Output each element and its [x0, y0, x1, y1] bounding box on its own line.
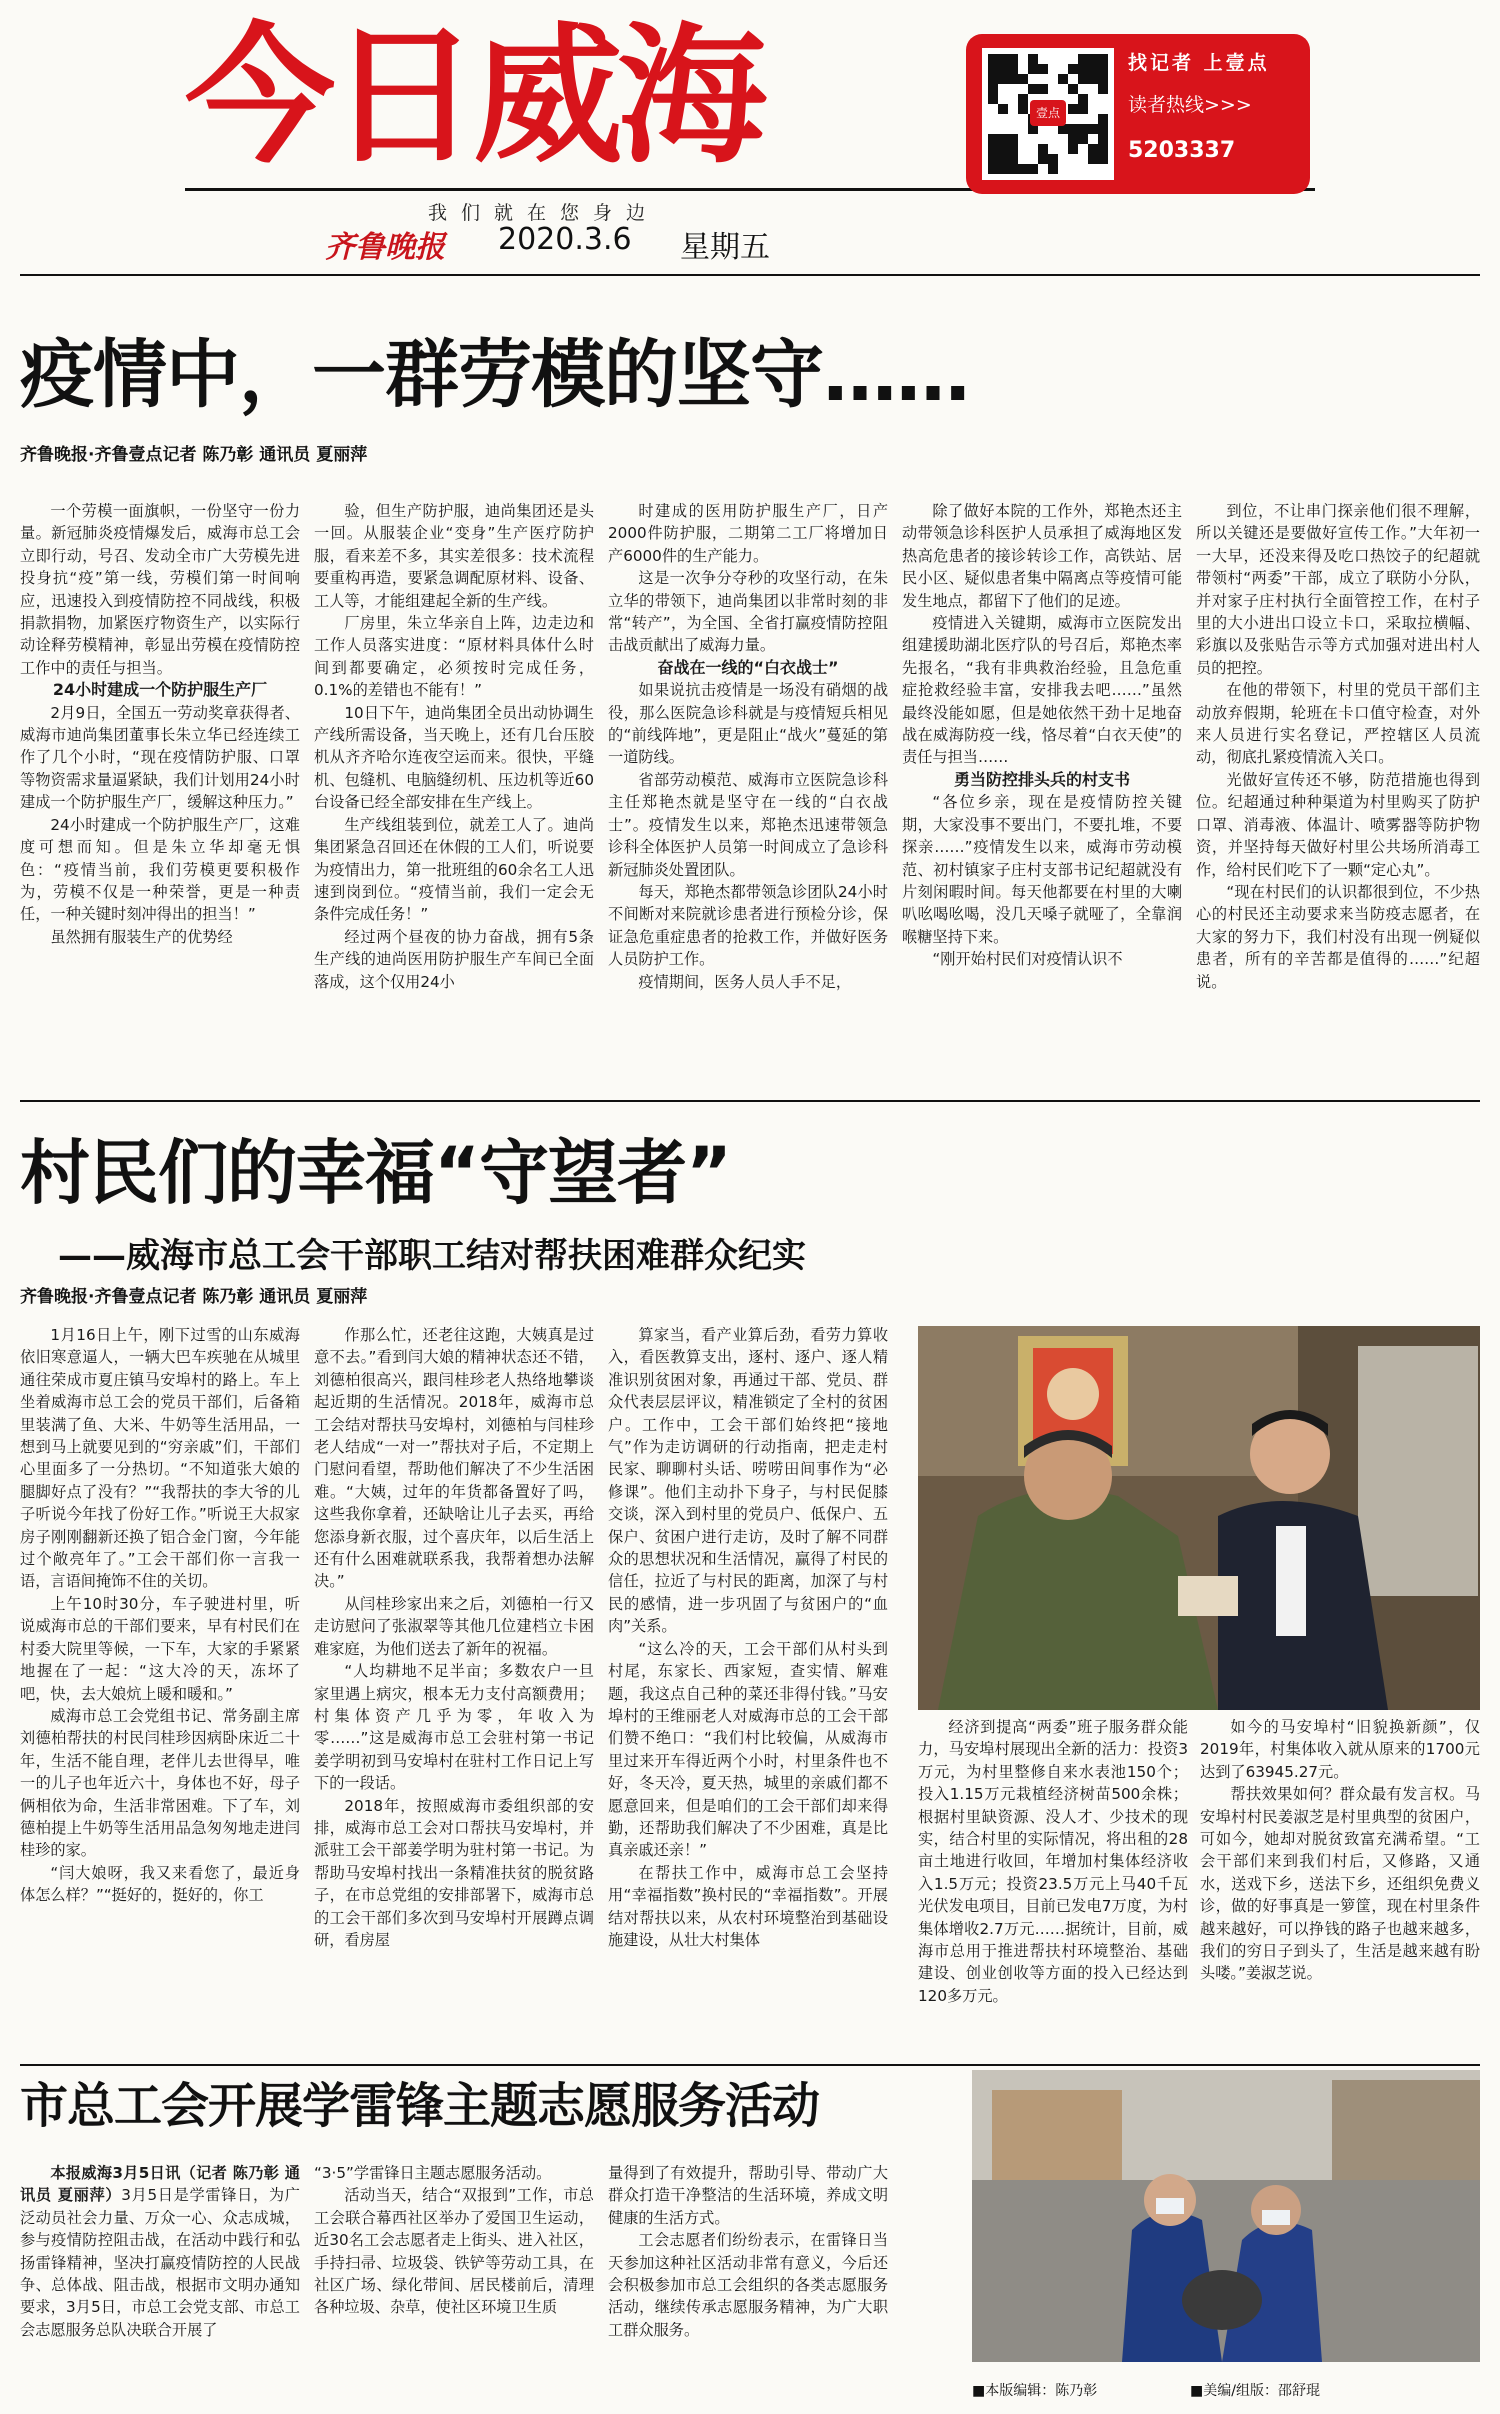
paragraph-text: 2018年，按照威海市委组织部的安排，威海市总工会对口帮扶马安埠村，并派驻工会干部姜学明为驻村第一书记。为帮助马安埠村找出一条精准扶贫的脱贫路子，在市总党组的安排部署下，威海市总的工会干部们多次到马安埠村开展蹲点调研，看房屋 — [314, 1796, 594, 1949]
contact-slogan: 找记者 上壹点 — [1128, 52, 1270, 74]
paragraph — [20, 926, 300, 948]
paragraph-text: 验，但生产防护服，迪尚集团还是头一回。从服装企业“变身”生产医疗防护服，看来差不多，其实差很多：技术流程要重构再造，要紧急调配原材料、设备、工人等，才能组建起全新的生产线。 — [314, 502, 594, 610]
qr-module — [1008, 134, 1018, 144]
paragraph — [314, 1324, 594, 1593]
qr-module — [998, 154, 1008, 164]
photo-volunteers-image — [972, 2070, 1480, 2362]
qr-module — [988, 154, 998, 164]
qr-module — [1068, 64, 1078, 74]
qr-module — [998, 54, 1008, 64]
article1-column-1 — [20, 500, 300, 1084]
qr-module — [1098, 54, 1108, 64]
qr-module — [1098, 134, 1108, 144]
qr-module — [1078, 104, 1088, 114]
qr-module — [1068, 104, 1078, 114]
qr-module — [988, 94, 998, 104]
paragraph-text: “各位乡亲，现在是疫情防控关键期，大家没事不要出门，不要扎堆，不要探亲……”疫情发生以来，威海市劳动模范、初村镇家子庄村支部书记纪超就没有片刻闲暇时间。每天他都要在村里的大喇叭吆喝吆喝，没几天嗓子就哑了，全靠润喉糖坚持下来。 — [902, 793, 1182, 946]
article3-column-3 — [608, 2162, 888, 2362]
qr-module — [998, 144, 1008, 154]
paragraph — [314, 1593, 594, 1660]
dateline: 本报威海3月5日讯（记者 陈乃彰 通讯员 夏丽萍） — [20, 2164, 300, 2205]
qr-module — [988, 74, 998, 84]
qr-module — [1098, 84, 1108, 94]
paragraph-text: 上午10时30分，车子驶进村里，听说威海市总的干部们要来，早有村民们在村委大院里等候，一下车，大家的手紧紧地握在了一起：“这大冷的天，冻坏了吧，快，去大娘炕上暖和暖和。” — [20, 1594, 300, 1703]
qr-module — [1078, 94, 1088, 104]
qr-module — [1018, 104, 1028, 114]
paragraph — [20, 500, 300, 679]
paragraph-text: “刚开始村民们对疫情认识不 — [932, 950, 1123, 969]
qr-module — [1078, 64, 1088, 74]
paragraph — [902, 612, 1182, 769]
paragraph-text: 经过两个昼夜的协力奋战，拥有5条生产线的迪尚医用防护服生产车间已全面落成，这个仅用24小 — [314, 927, 594, 991]
paragraph-text: “闫大娘呀，我又来看您了，最近身体怎么样？”“挺好的，挺好的，你工 — [20, 1863, 300, 1905]
qr-module — [1068, 144, 1078, 154]
paragraph — [1200, 1783, 1480, 1985]
paragraph-text: 工会志愿者们纷纷表示，在雷锋日当天参加这种社区活动非常有意义，今后还会积极参加市总工会组织的各类志愿服务活动，继续传承志愿服务精神，为广大职工群众服务。 — [608, 2231, 888, 2339]
subheading: 勇当防控排头兵的村支书 — [953, 769, 1130, 789]
qr-module — [1098, 144, 1108, 154]
article3-headline: 市总工会开展学雷锋主题志愿服务活动 — [20, 2078, 820, 2134]
issue-date: 2020.3.6 — [498, 222, 632, 257]
qr-module — [1068, 124, 1078, 134]
qr-module — [998, 74, 1008, 84]
paragraph-text: 24小时建成一个防护服生产厂，这难度可想而知。但是朱立华却毫无惧色：“疫情当前，我们劳模更要积极作为，劳模不仅是一种荣誉，更是一种责任，一种关键时刻冲得出的担当！” — [20, 815, 300, 924]
qr-module — [1088, 124, 1098, 134]
article2-column-2 — [314, 1324, 594, 2052]
qr-module — [988, 144, 998, 154]
qr-module — [1028, 84, 1038, 94]
hotline-label: 读者热线>>> — [1128, 94, 1252, 116]
paragraph — [20, 1324, 300, 1593]
masthead-title: 今日威海 — [185, 10, 762, 184]
paragraph — [608, 500, 888, 567]
paragraph-text: 如今的马安埠村“旧貌换新颜”，仅2019年，村集体收入就从原来的1700元达到了63945.27元。 — [1200, 1718, 1480, 1781]
qr-module — [1008, 54, 1018, 64]
paragraph-text: 10日下午，迪尚集团全员出动协调生产线所需设备，当天晚上，还有几台压胶机从齐齐哈尔连夜空运而来。很快，平缝机、包缝机、电脑缝纫机、压边机等近60台设备已经全部安排在生产线上。 — [314, 703, 594, 812]
paragraph — [20, 1862, 300, 1907]
section-divider — [20, 2064, 1480, 2066]
qr-module — [998, 104, 1008, 114]
paragraph-text: 虽然拥有服装生产的优势经 — [50, 927, 233, 946]
paragraph — [20, 1593, 300, 1705]
qr-module — [1098, 74, 1108, 84]
article2-column-4 — [918, 1716, 1188, 2052]
paragraph-text: 疫情进入关键期，威海市立医院发出组建援助湖北医疗队的号召后，郑艳杰率先报名，“我有非典救治经验，且急危重症抢救经验丰富，安排我去吧……”虽然最终没能如愿，但是她依然干劲十足地奋战在威海防疫一线，恪尽着“白衣天使”的责任与担当…… — [902, 614, 1182, 767]
brand-logo: 齐鲁晚报 — [325, 230, 445, 265]
paragraph — [1196, 769, 1480, 881]
paragraph — [1200, 1716, 1480, 1783]
article2-column-1 — [20, 1324, 300, 2052]
paragraph-text: 厂房里，朱立华亲自上阵，边走边和工作人员落实进度：“原材料具体什么时间到都要确定，必须按时完成任务，0.1%的差错也不能有！” — [314, 614, 594, 700]
article1-column-2 — [314, 500, 594, 1084]
paragraph-text: “3·5”学雷锋日主题志愿服务活动。 — [314, 2164, 552, 2182]
paragraph — [20, 702, 300, 814]
qr-module — [1088, 154, 1098, 164]
article2-column-5 — [1200, 1716, 1480, 2052]
paragraph — [20, 1705, 300, 1862]
paragraph — [1196, 881, 1480, 993]
qr-module — [1038, 64, 1048, 74]
qr-module — [1078, 134, 1088, 144]
qr-module — [988, 84, 998, 94]
qr-code-icon[interactable] — [982, 48, 1114, 180]
qr-module — [1098, 64, 1108, 74]
paragraph — [314, 926, 594, 993]
issue-weekday: 星期五 — [680, 230, 770, 265]
qr-module — [1018, 94, 1028, 104]
paragraph-text: 除了做好本院的工作外，郑艳杰还主动带领急诊科医护人员承担了威海地区发热高危患者的接诊转诊工作，高铁站、居民小区、疑似患者集中隔离点等疫情可能发生地点，都留下了他们的足迹。 — [902, 502, 1182, 610]
paragraph-text: 活动当天，结合“双报到”工作，市总工会联合幕西社区举办了爱国卫生运动，近30名工会志愿者走上街头、进入社区，手持扫帚、垃圾袋、铁铲等劳动工具，在社区广场、绿化带间、居民楼前后，清理各种垃圾、杂草，使社区环境卫生质 — [314, 2186, 594, 2317]
paragraph-text: 1月16日上午，刚下过雪的山东威海依旧寒意逼人，一辆大巴车疾驰在从城里通往荣成市夏庄镇马安埠村的路上。车上坐着威海市总工会的党员干部们，后备箱里装满了鱼、大米、牛奶等生活用品，一想到马上就要见到的“穷亲戚”们，干部们心里面多了一分热切。“不知道张大娘的腿脚好点了没有？”“我帮扶的李大爷的儿子听说今年找了份好工作。”听说王大叔家房子刚刚翻新还换了铝合金门窗，今年能过个敞亮年了。”工会干部们你一言我一语，言语间掩饰不住的关切。 — [20, 1326, 300, 1591]
paragraph-text: 量得到了有效提升，帮助引导、带动广大群众打造干净整洁的生活环境，养成文明健康的生活方式。 — [608, 2164, 888, 2227]
qr-module — [1088, 74, 1098, 84]
paragraph-text: 3月5日是学雷锋日，为广泛动员社会力量、万众一心、众志成城，参与疫情防控阻击战，在活动中践行和弘扬雷锋精神，坚决打赢疫情防控的人民战争、总体战、阻击战，根据市文明办通知要求，3月5日，市总工会党支部、市总工会志愿服务总队决联合开展了 — [20, 2186, 300, 2339]
qr-module — [1008, 64, 1018, 74]
qr-module — [1028, 164, 1038, 174]
paragraph — [608, 769, 888, 881]
paragraph-text: 2月9日，全国五一劳动奖章获得者、威海市迪尚集团董事长朱立华已经连续工作了几个小时，“现在疫情防护服、口罩等物资需求量逼紧缺，我们计划用24小时建成一个防护服生产厂，缓解这种压力。” — [20, 703, 300, 812]
qr-module — [1018, 74, 1028, 84]
footer-design: ■美编/组版：邵舒琨 — [1190, 2383, 1320, 2399]
paragraph — [1196, 500, 1480, 679]
qr-module — [998, 64, 1008, 74]
qr-module — [1008, 74, 1018, 84]
paragraph — [314, 2162, 594, 2184]
qr-module — [1038, 144, 1048, 154]
paragraph — [918, 1716, 1188, 2007]
paragraph — [314, 500, 594, 612]
paragraph — [314, 702, 594, 814]
paragraph-text: 作那么忙，还老往这跑，大姨真是过意不去。”看到闫大娘的精神状态还不错，刘德柏很高兴，跟闫桂珍老人热络地攀谈起近期的生活情况。2018年，威海市总工会结对帮扶马安埠村，刘德柏与闫桂珍老人结成“一对一”帮扶对子后，不定期上门慰问看望，帮助他们解决了不少生活困难。“大姨，过年的年货都备置好了吗，这些我你拿着，还缺啥让儿子去买，再给您添身新衣服，过个喜庆年，以后生活上还有什么困难就联系我，我帮着想办法解决。” — [314, 1326, 594, 1591]
paragraph — [608, 1638, 888, 1862]
paragraph-text: “这么冷的天，工会干部们从村头到村尾，东家长、西家短，查实情、解难题，我这点自己种的菜还非得付钱。”马安埠村的王维丽老人对威海市总的工会干部们赞不绝口：“我们村比较偏，从威海市里过来开车得近两个小时，村里条件也不好，冬天冷，夏天热，城里的亲戚们都不愿意回来，但是咱们的工会干部们却来得勤，还帮助我们解决了不少困难，真是比真亲戚还亲！” — [608, 1639, 888, 1860]
qr-module — [988, 64, 998, 74]
article3-photo — [972, 2070, 1480, 2362]
paragraph-text: 帮扶效果如何？群众最有发言权。马安埠村村民姜淑芝是村里典型的贫困户，可如今，她却对脱贫致富充满希望。“工会干部们来到我们村后，又修路，又通水，送戏下乡，送法下乡，还组织免费义诊，做的好事真是一箩筐，现在村里条件越来越好，可以挣钱的路子也越来越多，我们的穷日子到头了，生活是越来越有盼头喽。”姜淑芝说。 — [1200, 1785, 1480, 1983]
paragraph — [20, 2162, 300, 2341]
paragraph — [902, 791, 1182, 948]
paragraph-text: 经济到提高“两委”班子服务群众能力，马安埠村展现出全新的活力：投资3万元，为村里整修自来水表池150个；投入1.15万元栽植经济树苗500余株；根据村里缺资源、没人才、少技术的现实，结合村里的实际情况，将出租的28亩土地进行收回，年增加村集体经济收入1.5万元；投资23.5万元上马40千瓦光伏发电项目，目前已发电7万度，为村集体增收2.7万元……据统计，目前，威海市总用于推进帮扶村环境整治、基础建设、创业创收等方面的投入已经达到120多万元。 — [918, 1718, 1188, 2005]
paragraph-text: 在他的带领下，村里的党员干部们主动放弃假期，轮班在卡口值守检查，对外来人员进行实名登记，严控辖区人员流动，彻底扎紧疫情流入关口。 — [1196, 681, 1480, 767]
article2-subheadline: ——威海市总工会干部职工结对帮扶困难群众纪实 — [58, 1236, 806, 1276]
paragraph-text: 从闫桂珍家出来之后，刘德柏一行又走访慰问了张淑翠等其他几位建档立卡困难家庭，为他们送去了新年的祝福。 — [314, 1594, 594, 1658]
section-divider — [20, 274, 1480, 276]
article3-column-1 — [20, 2162, 300, 2362]
paragraph — [902, 500, 1182, 612]
qr-module — [1008, 144, 1018, 154]
qr-module — [1088, 144, 1098, 154]
qr-module — [1088, 64, 1098, 74]
article1-column-3 — [608, 500, 888, 1084]
paragraph-text: “人均耕地不足半亩；多数农户一旦家里遇上病灾，根本无力支付高额费用；村集体资产几乎为零，年收入为零……”这是威海市总工会驻村第一书记姜学明初到马安埠村在驻村工作日记上写下的一段话。 — [314, 1662, 594, 1793]
qr-module — [1098, 154, 1108, 164]
paragraph-text: 到位，不让串门探亲他们很不理解，所以关键还是要做好宣传工作。”大年初一一大早，还没来得及吃口热饺子的纪超就带领村“两委”干部，成立了联防小分队，并对家子庄村执行全面管控工作，在村子里的大小进出口设立卡口，采取拉横幅、彩旗以及张贴告示等方式加强对进出村人员的把控。 — [1196, 502, 1480, 677]
qr-module — [1038, 84, 1048, 94]
qr-module — [1068, 134, 1078, 144]
qr-module — [998, 164, 1008, 174]
qr-module — [1078, 74, 1088, 84]
footer-editor: ■本版编辑：陈乃彰 — [972, 2383, 1098, 2399]
article1-column-5 — [1196, 500, 1480, 1084]
paragraph-text: 如果说抗击疫情是一场没有硝烟的战役，那么医院急诊科就是与疫情短兵相见的“前线阵地”，更是阻止“战火”蔓延的第一道防线。 — [608, 681, 888, 767]
paragraph — [314, 1660, 594, 1794]
paragraph-text: 每天，郑艳杰都带领急诊团队24小时不间断对来院就诊患者进行预检分诊，保证急危重症患者的抢救工作，并做好医务人员防护工作。 — [608, 882, 888, 969]
qr-module — [1038, 154, 1048, 164]
article2-byline: 齐鲁晚报·齐鲁壹点记者 陈乃彰 通讯员 夏丽萍 — [20, 1287, 368, 1307]
paragraph — [314, 2184, 594, 2318]
paragraph — [608, 881, 888, 971]
qr-module — [1008, 164, 1018, 174]
paragraph-text: 威海市总工会党组书记、常务副主席刘德柏帮扶的村民闫桂珍因病卧床近二十年，生活不能自理，老伴儿去世得早，唯一的儿子也年近六十，身体也不好，母子俩相依为命，生活非常困难。下了车，刘德柏提上牛奶等生活用品急匆匆地走进闫桂珍的家。 — [20, 1706, 300, 1860]
paragraph — [314, 1795, 594, 1952]
photo-visit-image — [918, 1326, 1480, 1710]
qr-module — [1018, 164, 1028, 174]
qr-module — [1028, 64, 1038, 74]
masthead-slogan: 我们就在您身边 — [428, 202, 660, 224]
qr-module — [998, 134, 1008, 144]
paragraph — [20, 814, 300, 926]
paragraph-text: 一个劳模一面旗帜，一份坚守一份力量。新冠肺炎疫情爆发后，威海市总工会立即行动，号召、发动全市广大劳模先进投身抗“疫”第一线，劳模们第一时间响应，迅速投入到疫情防控不同战线，积极捐款捐物，加紧医疗物资生产，以实际行动诠释劳模精神，彰显出劳模在疫情防控工作中的责任与担当。 — [20, 502, 300, 677]
qr-badge: 壹点 — [1030, 100, 1066, 126]
section-divider — [20, 1100, 1480, 1102]
qr-module — [988, 164, 998, 174]
paragraph-text: 疫情期间，医务人员人手不足， — [638, 972, 852, 991]
qr-module — [1048, 154, 1058, 164]
paragraph-text: 这是一次争分夺秒的攻坚行动，在朱立华的带领下，迪尚集团以非常时刻的非常“转产”，为全国、全省打赢疫情防控阻击战贡献出了威海力量。 — [608, 569, 888, 655]
paragraph — [608, 679, 888, 769]
article1-headline: 疫情中，一群劳模的坚守…… — [20, 332, 969, 418]
paragraph-text: 算家当，看产业算后劲，看劳力算收入，看医教算支出，逐村、逐户、逐人精准识别贫困对象，再通过干部、党员、群众代表层层评议，精准锁定了全村的贫困户。工作中，工会干部们始终把“接地气”作为走访调研的行动指南，把走走村民家、聊聊村头话、唠唠田间事作为“必修课”。他们主动扑下身子，与村民促膝交谈，深入到村里的党员户、低保户、五保户、贫困户进行走访，及时了解不同群众的思想状况和生活情况，赢得了村民的信任，拉近了与村民的距离，加深了与村民的感情，进一步巩固了与贫困户的“血肉”关系。 — [608, 1326, 888, 1636]
paragraph-text: 光做好宣传还不够，防范措施也得到位。纪超通过种种渠道为村里购买了防护口罩、消毒液、体温计、喷雾器等防护物资，并坚持每天做好村里公共场所消毒工作，给村民们吃下了一颗“定心丸”。 — [1196, 770, 1480, 879]
qr-module — [1088, 54, 1098, 64]
paragraph — [608, 1862, 888, 1952]
paragraph-text: 时建成的医用防护服生产厂，日产2000件防护服，二期第二工厂将增加日产6000件的生产能力。 — [608, 502, 888, 565]
paragraph-text: 省部劳动模范、威海市立医院急诊科主任郑艳杰就是坚守在一线的“白衣战士”。疫情发生以来，郑艳杰迅速带领急诊科全体医护人员第一时间成立了急诊科新冠肺炎处置团队。 — [608, 770, 888, 879]
paragraph — [314, 612, 594, 702]
qr-module — [988, 54, 998, 64]
subheading: 奋战在一线的“白衣战士” — [657, 657, 839, 677]
qr-module — [1028, 54, 1038, 64]
paragraph — [608, 971, 888, 993]
article3-column-2 — [314, 2162, 594, 2362]
paragraph-text: “现在村民们的认识都很到位，不少热心的村民还主动要求来当防疫志愿者，在大家的努力下，我们村没有出现一例疑似患者，所有的辛苦都是值得的……”纪超说。 — [1196, 882, 1480, 991]
paragraph — [314, 814, 594, 926]
qr-module — [1058, 74, 1068, 84]
qr-module — [1048, 164, 1058, 174]
paragraph — [608, 2162, 888, 2229]
paragraph — [608, 1324, 888, 1638]
qr-module — [1078, 54, 1088, 64]
hotline-number: 5203337 — [1128, 138, 1236, 163]
article2-photo — [918, 1326, 1480, 1710]
paragraph — [608, 567, 888, 657]
qr-module — [1098, 114, 1108, 124]
paragraph-text: 在帮扶工作中，威海市总工会坚持用“幸福指数”换村民的“幸福指数”。开展结对帮扶以来，从农村环境整治到基础设施建设，从壮大村集体 — [608, 1863, 888, 1949]
paragraph-text: 生产线组装到位，就差工人了。迪尚集团紧急召回还在休假的工人们，听说要为疫情出力，第一批班组的60余名工人迅速到岗到位。“疫情当前，我们一定会无条件完成任务！” — [314, 815, 594, 924]
article1-column-4 — [902, 500, 1182, 1084]
qr-module — [1078, 124, 1088, 134]
article1-byline: 齐鲁晚报·齐鲁壹点记者 陈乃彰 通讯员 夏丽萍 — [20, 445, 368, 465]
paragraph — [608, 2229, 888, 2341]
paragraph — [902, 948, 1182, 970]
qr-module — [1098, 124, 1108, 134]
subheading: 24小时建成一个防护服生产厂 — [52, 680, 268, 700]
qr-module — [1008, 154, 1018, 164]
article2-headline: 村民们的幸福“守望者” — [20, 1132, 732, 1214]
qr-module — [988, 134, 998, 144]
article2-column-3 — [608, 1324, 888, 2052]
qr-module — [1068, 84, 1078, 94]
paragraph — [1196, 679, 1480, 769]
